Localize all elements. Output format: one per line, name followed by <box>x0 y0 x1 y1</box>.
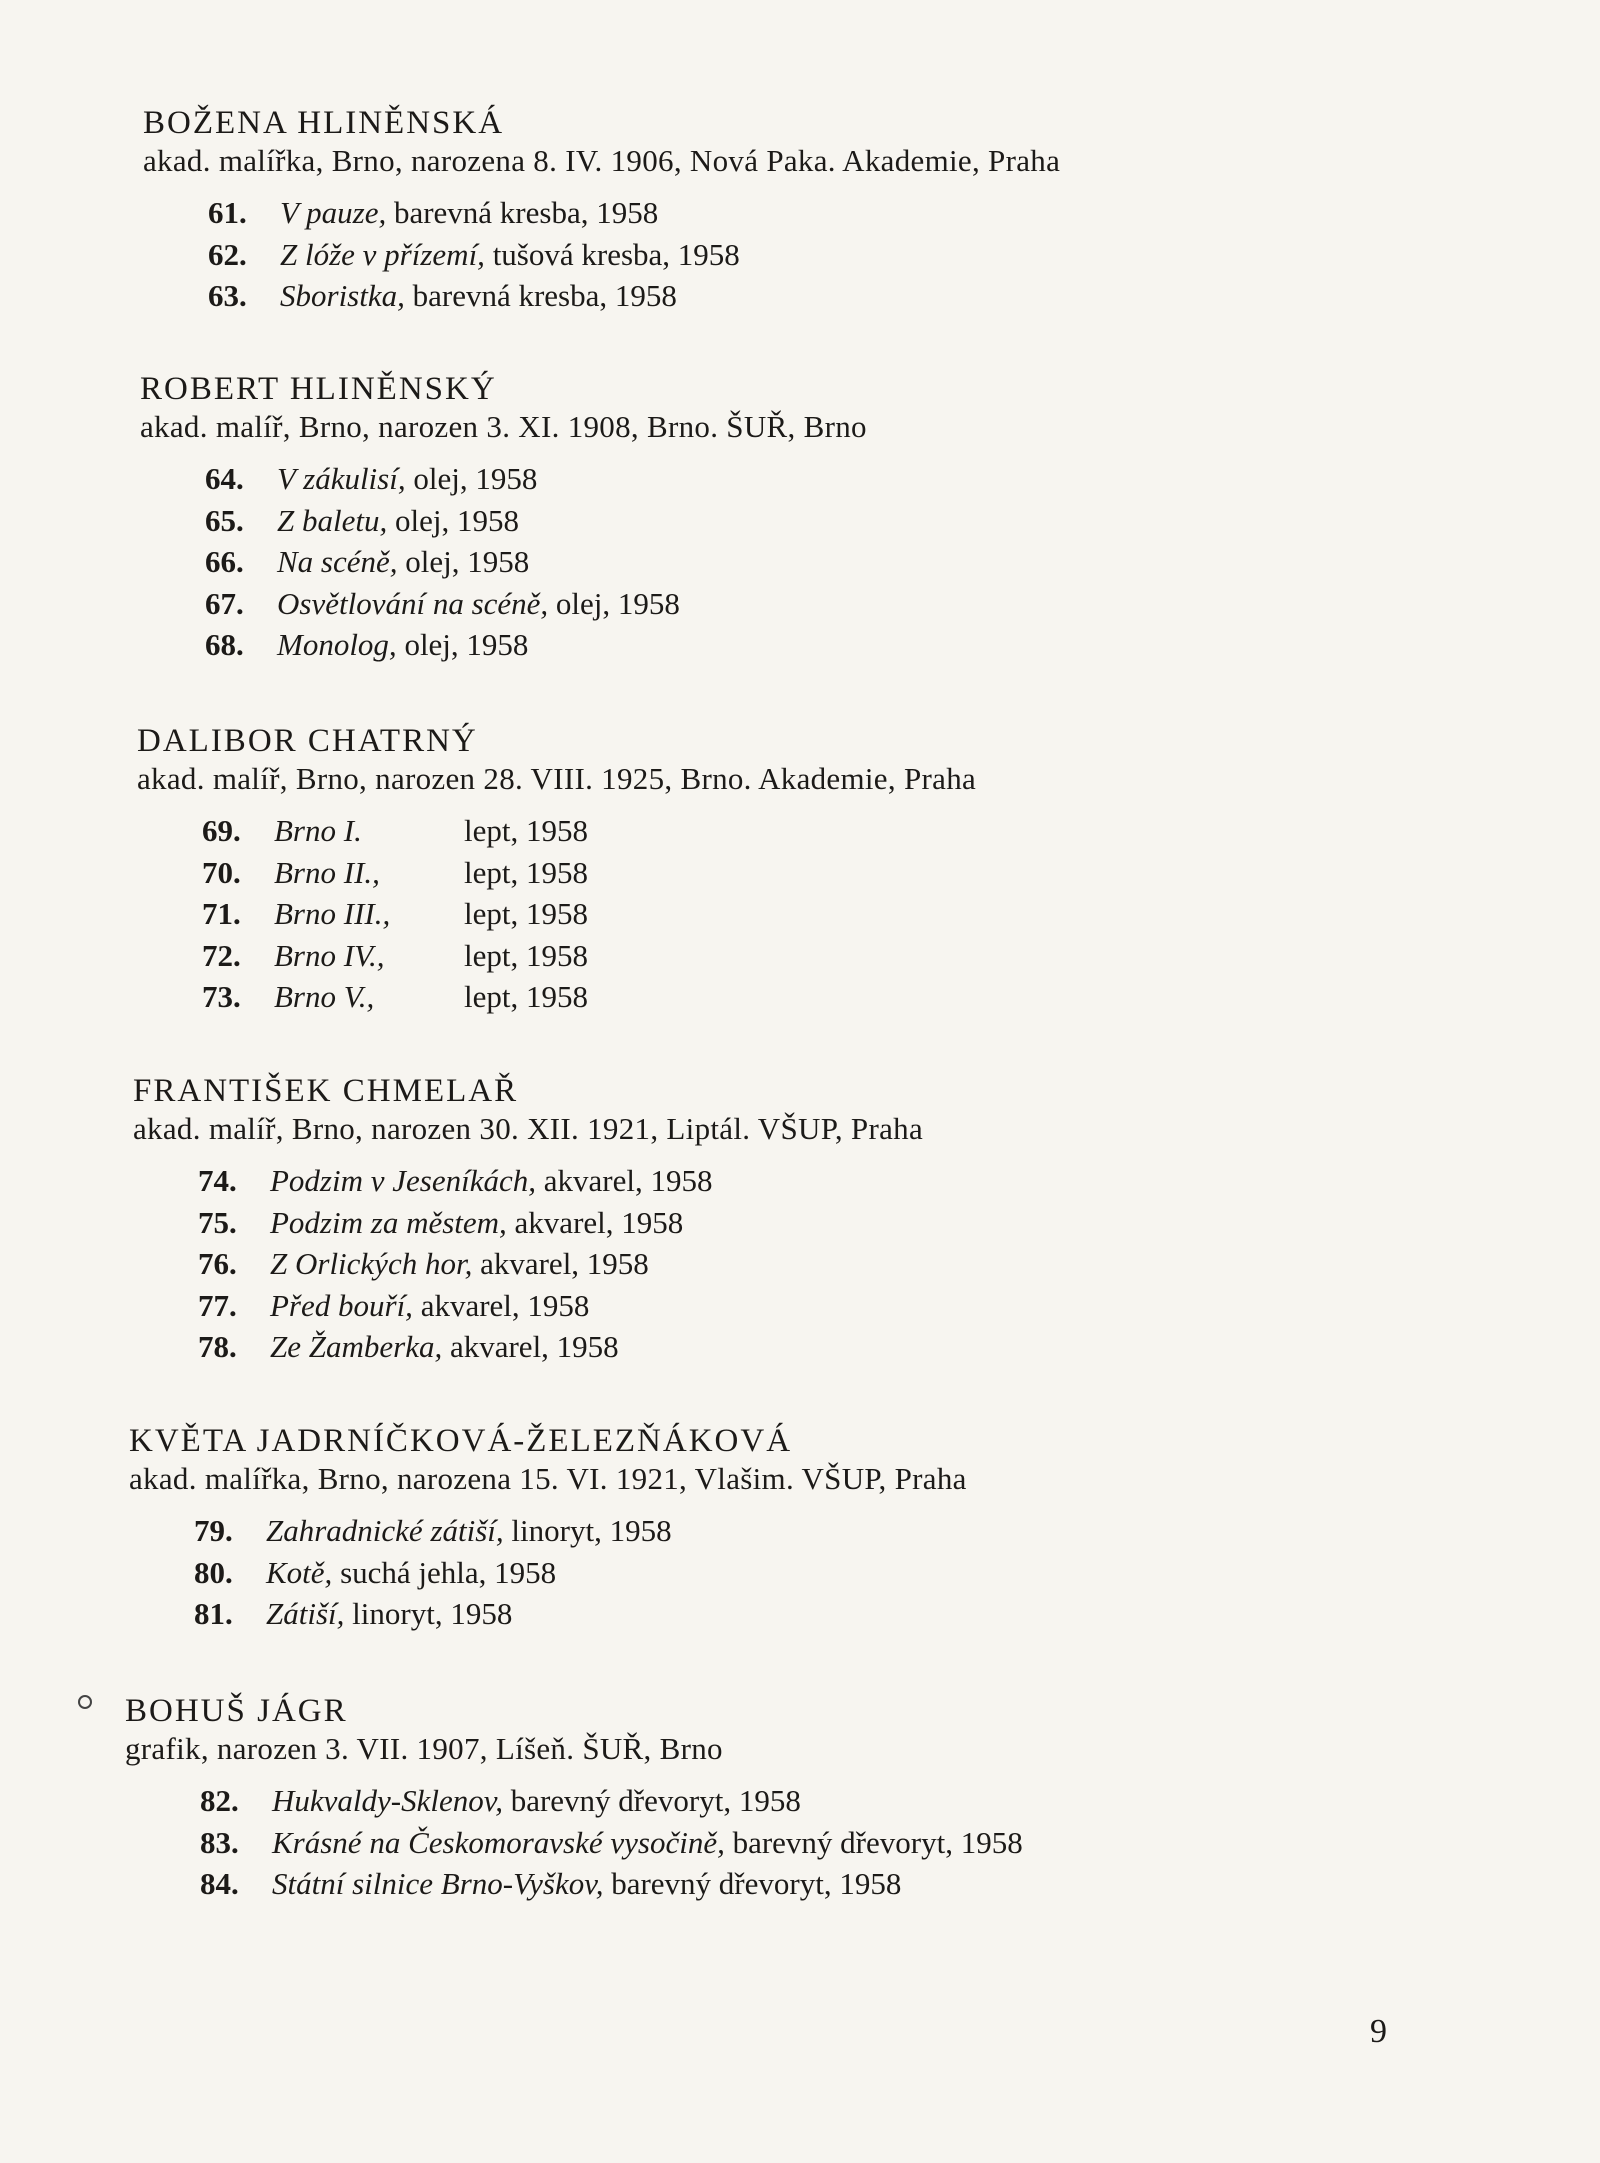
work-details: akvarel, 1958 <box>506 1204 684 1240</box>
work-item <box>202 852 1600 894</box>
work-title: Z Orlických hor, <box>270 1246 473 1281</box>
work-item <box>194 1593 1600 1635</box>
work-title: Brno II., <box>274 854 380 890</box>
work-item <box>194 1510 1600 1552</box>
work-title: V zákulisí, <box>277 461 406 496</box>
work-title: Kotě, <box>266 1554 333 1590</box>
artist-entry <box>125 1692 1600 1905</box>
artist-name: ROBERT HLINĚNSKÝ <box>140 371 497 407</box>
work-number: 75. <box>198 1204 237 1240</box>
work-title: Brno V., <box>274 979 375 1014</box>
artist-name: DALIBOR CHATRNÝ <box>137 723 478 759</box>
work-item <box>198 1243 1600 1285</box>
artist-name: KVĚTA JADRNÍČKOVÁ-ŽELEZŇÁKOVÁ <box>129 1423 793 1459</box>
work-number: 61. <box>208 195 247 230</box>
artist-info: akad. malířka, Brno, narozena 8. IV. 1906, Nová Paka. Akademie, Praha <box>143 143 1061 178</box>
work-item <box>205 624 1600 666</box>
work-number: 68. <box>205 627 244 662</box>
work-title: Z lóže v přízemí, <box>280 236 485 272</box>
work-number: 76. <box>198 1246 237 1281</box>
work-details: lept, 1958 <box>464 813 588 848</box>
work-item <box>205 458 1600 500</box>
stray-mark <box>78 1695 92 1709</box>
work-details: olej, 1958 <box>396 627 529 662</box>
work-item <box>205 500 1600 542</box>
work-details: barevná kresba, 1958 <box>386 195 659 230</box>
work-title: Sboristka, <box>280 278 405 313</box>
work-details: lept, 1958 <box>464 937 588 973</box>
work-item <box>202 810 1600 852</box>
work-number: 83. <box>200 1824 239 1860</box>
work-item <box>198 1326 1600 1368</box>
work-number: 81. <box>194 1596 233 1631</box>
work-number: 71. <box>202 896 241 931</box>
work-item <box>202 976 1600 1018</box>
work-item <box>200 1822 1600 1864</box>
work-number: 80. <box>194 1554 233 1590</box>
work-details: akvarel, 1958 <box>412 1287 590 1323</box>
work-title: Zahradnické zátiší, <box>266 1513 504 1548</box>
work-details: olej, 1958 <box>405 461 538 496</box>
work-details: barevná kresba, 1958 <box>404 278 677 313</box>
work-title: Brno I. <box>274 813 362 848</box>
work-number: 63. <box>208 278 247 313</box>
work-details: barevný dřevoryt, 1958 <box>502 1783 801 1818</box>
work-number: 78. <box>198 1329 237 1364</box>
work-number: 79. <box>194 1513 233 1548</box>
work-details: tušová kresba, 1958 <box>484 236 740 272</box>
work-number: 70. <box>202 854 241 890</box>
works-list <box>200 1780 1600 1905</box>
artist-info: akad. malíř, Brno, narozen 3. XI. 1908, Brno. ŠUŘ, Brno <box>140 409 867 444</box>
work-details: akvarel, 1958 <box>442 1329 619 1364</box>
work-details: akvarel, 1958 <box>472 1246 649 1281</box>
works-list <box>205 458 1600 666</box>
work-title: Osvětlování na scéně, <box>277 585 549 621</box>
work-details: akvarel, 1958 <box>535 1163 713 1198</box>
work-details: linoryt, 1958 <box>503 1513 672 1548</box>
work-details: olej, 1958 <box>387 502 519 538</box>
work-item <box>208 275 1600 317</box>
work-title: Podzim za městem, <box>270 1204 507 1240</box>
work-item <box>198 1202 1600 1244</box>
artist-info: grafik, narozen 3. VII. 1907, Líšeň. ŠUŘ, Brno <box>125 1731 723 1766</box>
work-item <box>208 234 1600 276</box>
work-number: 73. <box>202 979 241 1014</box>
work-title: Státní silnice Brno-Vyškov, <box>272 1866 604 1901</box>
works-list <box>202 810 1600 1018</box>
work-number: 62. <box>208 236 247 272</box>
work-number: 69. <box>202 813 241 848</box>
work-title: Před bouří, <box>270 1287 413 1323</box>
work-number: 72. <box>202 937 241 973</box>
works-list <box>198 1160 1600 1368</box>
page-number: 9 <box>1370 2013 1387 2050</box>
artist-entry <box>143 104 1600 317</box>
work-title: Hukvaldy-Sklenov, <box>272 1783 503 1818</box>
work-title: Zátiší, <box>266 1596 345 1631</box>
artist-entry <box>129 1422 1600 1635</box>
work-details: lept, 1958 <box>464 979 588 1014</box>
artist-entry <box>140 370 1600 666</box>
work-number: 84. <box>200 1866 239 1901</box>
work-title: Brno IV., <box>274 937 385 973</box>
work-details: linoryt, 1958 <box>344 1596 513 1631</box>
artist-name: BOHUŠ JÁGR <box>125 1693 348 1729</box>
work-item <box>205 541 1600 583</box>
artist-info: akad. malířka, Brno, narozena 15. VI. 1921, Vlašim. VŠUP, Praha <box>129 1461 967 1496</box>
work-title: Brno III., <box>274 896 391 931</box>
work-number: 74. <box>198 1163 237 1198</box>
work-details: suchá jehla, 1958 <box>332 1554 557 1590</box>
work-title: Na scéně, <box>277 544 398 579</box>
artist-entry <box>133 1072 1600 1368</box>
works-list <box>208 192 1600 317</box>
work-item <box>194 1552 1600 1594</box>
work-title: Krásné na Českomoravské vysočině, <box>272 1824 725 1860</box>
work-number: 77. <box>198 1287 237 1323</box>
work-details: barevný dřevoryt, 1958 <box>603 1866 902 1901</box>
work-item <box>200 1780 1600 1822</box>
work-item <box>205 583 1600 625</box>
work-number: 66. <box>205 544 244 579</box>
work-details: lept, 1958 <box>464 854 588 890</box>
work-number: 64. <box>205 461 244 496</box>
work-item <box>208 192 1600 234</box>
work-number: 67. <box>205 585 244 621</box>
artist-name: BOŽENA HLINĚNSKÁ <box>143 105 505 141</box>
work-number: 65. <box>205 502 244 538</box>
work-number: 82. <box>200 1783 239 1818</box>
work-details: lept, 1958 <box>464 896 588 931</box>
works-list <box>194 1510 1600 1635</box>
work-details: barevný dřevoryt, 1958 <box>724 1824 1023 1860</box>
work-title: V pauze, <box>280 195 387 230</box>
artist-entry <box>137 722 1600 1018</box>
work-title: Z baletu, <box>277 502 388 538</box>
work-item <box>202 935 1600 977</box>
work-item <box>200 1863 1600 1905</box>
work-item <box>202 893 1600 935</box>
work-title: Monolog, <box>277 627 397 662</box>
artist-name: FRANTIŠEK CHMELAŘ <box>133 1073 519 1109</box>
work-details: olej, 1958 <box>548 585 680 621</box>
work-item <box>198 1285 1600 1327</box>
artist-info: akad. malíř, Brno, narozen 30. XII. 1921, Liptál. VŠUP, Praha <box>133 1111 923 1146</box>
work-title: Podzim v Jeseníkách, <box>270 1163 536 1198</box>
work-title: Ze Žamberka, <box>270 1329 443 1364</box>
work-item <box>198 1160 1600 1202</box>
artist-info: akad. malíř, Brno, narozen 28. VIII. 1925, Brno. Akademie, Praha <box>137 761 977 796</box>
work-details: olej, 1958 <box>397 544 530 579</box>
